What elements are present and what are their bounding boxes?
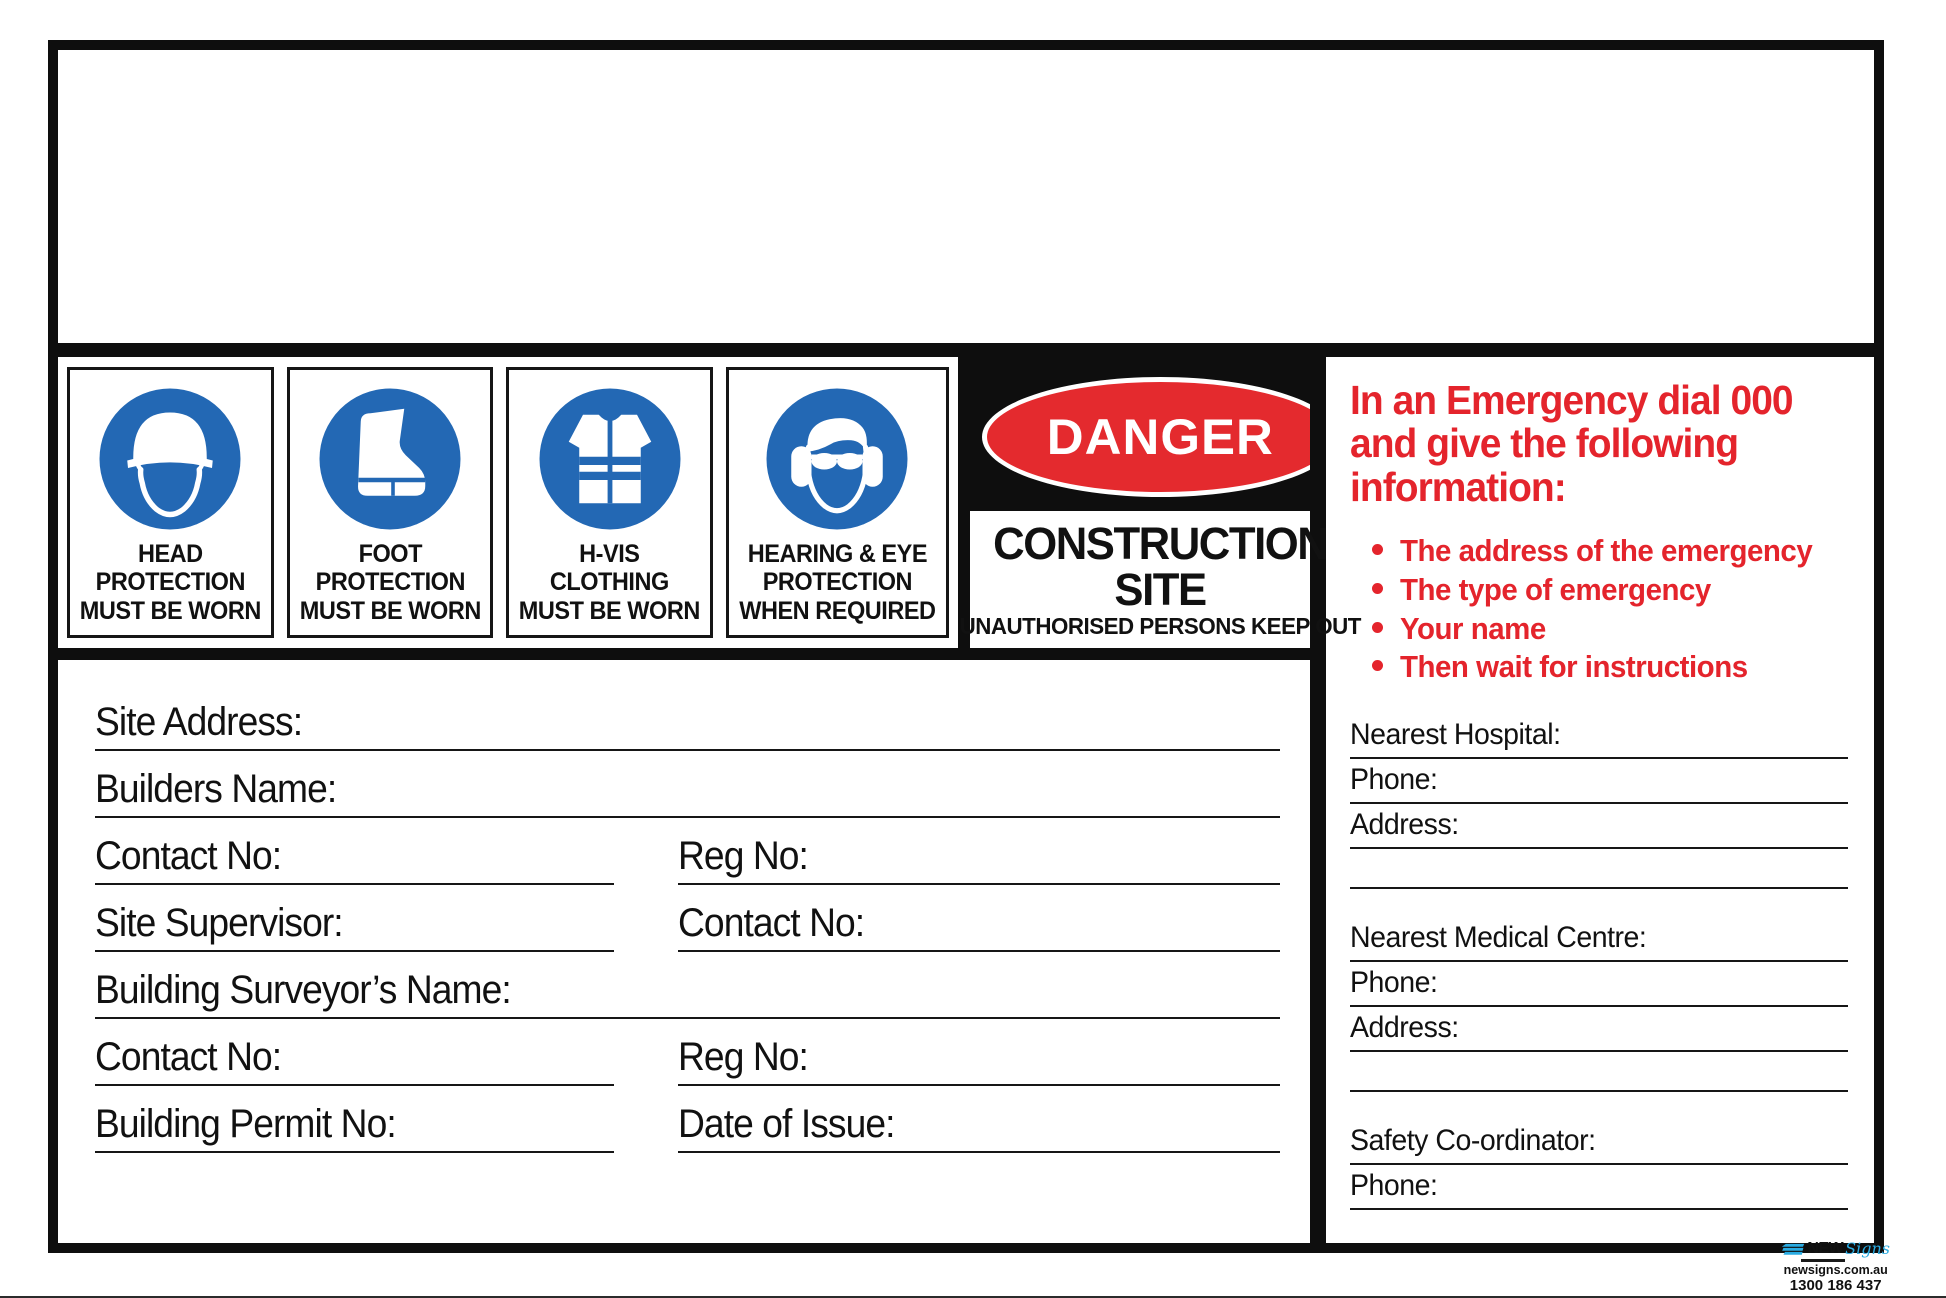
medical-centre-phone-field: Phone: <box>1350 966 1848 1007</box>
hospital-phone-field: Phone: <box>1350 763 1848 804</box>
bullet-icon <box>1372 544 1383 555</box>
surveyor-reg-no-field: Reg No: <box>678 1035 1280 1086</box>
hospital-address-continuation-line <box>1350 853 1848 889</box>
emergency-panel <box>1326 357 1874 1243</box>
construction-site-box <box>959 511 1361 649</box>
bullet-icon <box>1372 660 1383 671</box>
newsigns-bars-icon <box>1781 1243 1805 1256</box>
building-surveyor-name-field: Building Surveyor’s Name: <box>95 968 1280 1019</box>
left-section <box>58 357 1361 1243</box>
nearest-hospital-field: Nearest Hospital: <box>1350 718 1848 759</box>
site-supervisor-field: Site Supervisor: <box>95 901 614 952</box>
medical-centre-address-field: Address: <box>1350 1011 1848 1052</box>
icon-panel-foot-protection <box>287 367 494 638</box>
form-row <box>95 767 1280 818</box>
emergency-bullet-list <box>1350 531 1848 685</box>
nearest-hospital-group <box>1350 714 1848 889</box>
main-content-row <box>58 357 1874 1243</box>
form-row <box>95 700 1280 751</box>
form-row <box>95 1035 1280 1086</box>
reg-no-field: Reg No: <box>678 834 1280 885</box>
hospital-address-field: Address: <box>1350 808 1848 849</box>
brand-phone-number: 1300 186 437 <box>1789 1277 1882 1295</box>
date-of-issue-field: Date of Issue: <box>678 1102 1280 1153</box>
list-item: Then wait for instructions <box>1350 649 1848 686</box>
form-row <box>95 901 1280 952</box>
newsigns-brand <box>1781 1241 1890 1294</box>
emergency-heading: In an Emergency dial 000 and give the following information: <box>1350 377 1793 510</box>
keep-out-subtitle: UNAUTHORISED PERSONS KEEP OUT <box>959 612 1361 639</box>
safety-coordinator-phone-field: Phone: <box>1350 1169 1848 1210</box>
nearest-medical-centre-group <box>1350 917 1848 1092</box>
mandatory-ppe-panels <box>58 357 958 648</box>
form-row <box>95 968 1280 1019</box>
building-permit-no-field: Building Permit No: <box>95 1102 614 1153</box>
site-address-field: Site Address: <box>95 700 1280 751</box>
supervisor-contact-no-field: Contact No: <box>678 901 1280 952</box>
icon-panel-hi-vis-clothing <box>506 367 713 638</box>
safety-coordinator-field: Safety Co-ordinator: <box>1350 1124 1848 1165</box>
form-row <box>95 834 1280 885</box>
medical-centre-address-continuation-line <box>1350 1056 1848 1092</box>
danger-oval <box>982 377 1339 497</box>
surveyor-contact-no-field: Contact No: <box>95 1035 614 1086</box>
form-row <box>95 1102 1280 1153</box>
safety-coordinator-group <box>1350 1120 1848 1210</box>
icon-panel-hearing-eye-protection <box>726 367 949 638</box>
brand-tagline-bar <box>1801 1259 1845 1262</box>
company-logo-blank-area <box>58 50 1874 343</box>
danger-label: DANGER <box>1046 409 1274 465</box>
list-item: Your name <box>1350 611 1848 648</box>
panel-label: HEAD PROTECTION MUST BE WORN <box>79 539 261 625</box>
hearing-eye-protection-icon <box>762 384 912 534</box>
danger-panel <box>958 357 1363 648</box>
site-details-form <box>58 660 1310 1243</box>
list-item: The type of emergency <box>1350 572 1848 609</box>
construction-title-line1: CONSTRUCTION <box>993 518 1328 569</box>
safety-icon-strip <box>58 357 1361 648</box>
contact-no-field: Contact No: <box>95 834 614 885</box>
builders-name-field: Builders Name: <box>95 767 1280 818</box>
safety-boot-icon <box>315 384 465 534</box>
construction-title-line2: SITE <box>1114 563 1206 615</box>
construction-site-sign <box>48 40 1884 1253</box>
icon-panel-head-protection <box>67 367 274 638</box>
hi-vis-vest-icon <box>535 384 685 534</box>
bullet-icon <box>1372 622 1383 633</box>
vertical-divider <box>1310 357 1326 1243</box>
panel-label: H-VIS CLOTHING MUST BE WORN <box>518 539 701 625</box>
brand-website: newsigns.com.au <box>1783 1263 1888 1278</box>
bullet-icon <box>1372 583 1383 594</box>
newsigns-logo: NEW Signs <box>1781 1241 1890 1258</box>
list-item: The address of the emergency <box>1350 533 1848 570</box>
horizontal-divider <box>58 648 1310 660</box>
hard-hat-icon <box>95 384 245 534</box>
panel-label: HEARING & EYE PROTECTION WHEN REQUIRED <box>739 539 936 625</box>
horizontal-divider <box>58 343 1874 357</box>
panel-label: FOOT PROTECTION MUST BE WORN <box>299 539 481 625</box>
nearest-medical-centre-field: Nearest Medical Centre: <box>1350 921 1848 962</box>
